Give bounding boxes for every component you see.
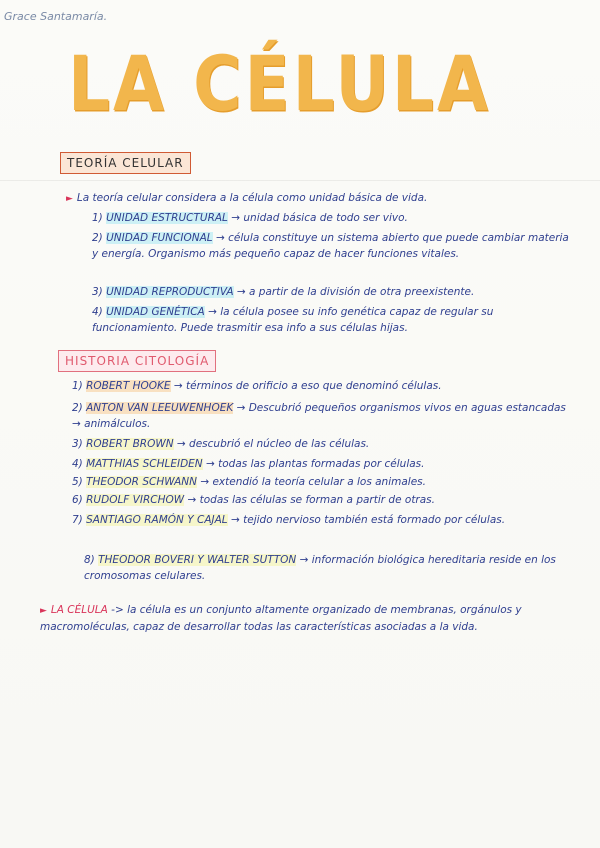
item-number: 2) xyxy=(92,232,103,244)
historia-item xyxy=(72,436,572,452)
historia-item xyxy=(72,492,572,508)
historia-item xyxy=(72,378,572,394)
bullet-icon: ► xyxy=(40,606,47,616)
item-term: ANTON VAN LEEUWENHOEK xyxy=(86,402,234,414)
item-text: → todas las células se forman a partir de otras. xyxy=(187,494,435,506)
definition-term: LA CÉLULA xyxy=(50,604,108,616)
intro-text: La teoría celular considera a la célula como unidad básica de vida. xyxy=(76,192,428,204)
item-number: 8) xyxy=(84,554,95,566)
item-text: → tejido nervioso también está formado por células. xyxy=(231,514,506,526)
historia-item xyxy=(72,456,572,472)
bullet-icon: ► xyxy=(66,194,73,204)
historia-item xyxy=(84,552,584,584)
teoria-item xyxy=(92,284,572,300)
teoria-item xyxy=(92,210,572,226)
item-text: → unidad básica de todo ser vivo. xyxy=(231,212,408,224)
page-title: LA CÉLULA xyxy=(68,40,492,129)
author-name: Grace Santamaría. xyxy=(4,10,108,23)
section-heading-teoria: TEORÍA CELULAR xyxy=(60,152,191,174)
item-number: 4) xyxy=(72,458,83,470)
item-text: → información biológica hereditaria reside en los cromosomas celulares. xyxy=(84,554,556,582)
item-term: UNIDAD ESTRUCTURAL xyxy=(106,212,228,224)
item-number: 4) xyxy=(92,306,103,318)
item-number: 3) xyxy=(72,438,83,450)
item-term: SANTIAGO RAMÓN Y CAJAL xyxy=(86,514,228,526)
item-number: 7) xyxy=(72,514,83,526)
item-term: UNIDAD FUNCIONAL xyxy=(106,232,213,244)
teoria-item xyxy=(92,304,572,336)
item-term: RUDOLF VIRCHOW xyxy=(86,494,185,506)
historia-item xyxy=(72,400,572,432)
item-number: 5) xyxy=(72,476,83,488)
section-heading-historia: HISTORIA CITOLOGÍA xyxy=(58,350,216,372)
item-number: 1) xyxy=(92,212,103,224)
item-number: 2) xyxy=(72,402,83,414)
item-text: → todas las plantas formadas por células. xyxy=(206,458,425,470)
item-term: ROBERT BROWN xyxy=(86,438,174,450)
cell-definition xyxy=(40,602,570,635)
item-term: ROBERT HOOKE xyxy=(86,380,171,392)
historia-item xyxy=(72,474,572,490)
definition-text: -> la célula es un conjunto altamente organizado de membranas, orgánulos y macromoléculas, capaz de desarrollar todas las características asociadas a la vida. xyxy=(40,604,522,633)
item-text: → célula constituye un sistema abierto que puede cambiar materia y energía. Organismo más pequeño capaz de hacer funciones vitales. xyxy=(92,232,569,260)
item-text: → descubrió el núcleo de las células. xyxy=(176,438,370,450)
item-number: 1) xyxy=(72,380,83,392)
item-text: → a partir de la división de otra preexistente. xyxy=(236,286,475,298)
teoria-intro xyxy=(66,190,566,207)
item-term: UNIDAD REPRODUCTIVA xyxy=(106,286,234,298)
item-text: → términos de orificio a eso que denominó células. xyxy=(173,380,442,392)
teoria-item xyxy=(92,230,572,262)
item-term: THEODOR BOVERI Y WALTER SUTTON xyxy=(98,554,297,566)
page-fold xyxy=(0,180,600,181)
item-term: MATTHIAS SCHLEIDEN xyxy=(86,458,203,470)
item-number: 3) xyxy=(92,286,103,298)
historia-item xyxy=(72,512,572,528)
item-text: → extendió la teoría celular a los animales. xyxy=(200,476,426,488)
item-term: UNIDAD GENÉTICA xyxy=(106,306,205,318)
item-text: → Descubrió pequeños organismos vivos en aguas estancadas → animálculos. xyxy=(72,402,566,430)
item-number: 6) xyxy=(72,494,83,506)
item-text: → la célula posee su info genética capaz de regular su funcionamiento. Puede trasmitir esa info a sus células hijas. xyxy=(92,306,494,334)
item-term: THEODOR SCHWANN xyxy=(86,476,197,488)
